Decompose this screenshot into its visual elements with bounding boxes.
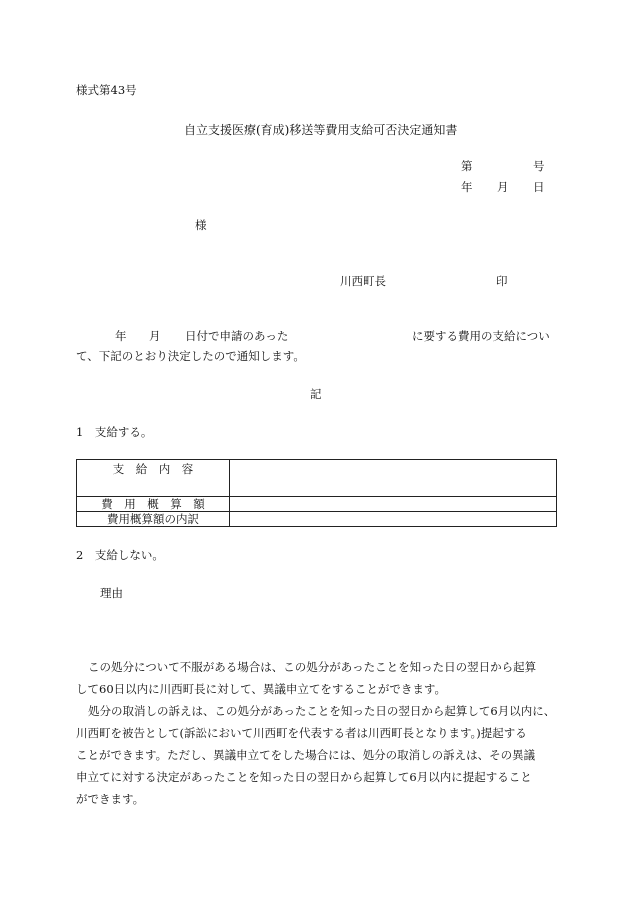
date-month: 月 (497, 180, 509, 194)
addressee-suffix: 様 (195, 218, 207, 232)
payment-table (76, 459, 557, 527)
intro-text-2: に要する費用の支給につい (412, 329, 550, 343)
intro-month: 月 (149, 329, 161, 343)
intro-text-1: 日付で申請のあった (185, 329, 289, 343)
date-year: 年 (461, 180, 473, 194)
table-value (230, 512, 557, 527)
document-title: 自立支援医療(育成)移送等費用支給可否決定通知書 (184, 123, 458, 137)
notice-p1-line1: この処分について不服がある場合は、この処分があったことを知った日の翌日から起算 (88, 660, 537, 674)
notice-p2-line4: 申立てに対する決定があったことを知った日の翌日から起算して6月以内に提起すること (76, 770, 532, 784)
intro-line-2: て、下記のとおり決定したので通知します。 (76, 349, 305, 363)
notice-p2-line5: ができます。 (76, 792, 145, 806)
doc-number-dai: 第 (461, 159, 473, 173)
ki-heading: 記 (310, 387, 322, 401)
notice-p2-line2: 川西町を被告として(訴訟において川西町を代表する者は川西町長となります。)提起する (76, 726, 527, 740)
seal-mark: 印 (496, 274, 508, 288)
issuer-name: 川西町長 (340, 274, 386, 288)
notice-p2-line3: ことができます。ただし、異議申立てをした場合には、処分の取消しの訴えは、その異議 (76, 748, 536, 762)
table-label: 支 給 内 容 (77, 460, 230, 497)
table-row (77, 512, 557, 527)
section1-heading: 1 支給する。 (76, 425, 153, 439)
table-label: 費用概算額の内訳 (77, 512, 230, 527)
table-row (77, 497, 557, 512)
table-value (230, 497, 557, 512)
table-value (230, 460, 557, 497)
doc-number-go: 号 (533, 159, 545, 173)
section2-heading: 2 支給しない。 (76, 548, 164, 562)
intro-year: 年 (115, 329, 127, 343)
notice-p1-line2: して60日以内に川西町長に対して、異議申立てをすることができます。 (76, 682, 446, 696)
form-number: 様式第43号 (76, 83, 137, 97)
reason-label: 理由 (100, 586, 123, 600)
date-day: 日 (533, 180, 545, 194)
notice-p2-line1: 処分の取消しの訴えは、この処分があったことを知った日の翌日から起算して6月以内に、 (88, 704, 556, 718)
table-label: 費 用 概 算 額 (77, 497, 230, 512)
table-row (77, 460, 557, 497)
appeal-notice (76, 656, 560, 810)
